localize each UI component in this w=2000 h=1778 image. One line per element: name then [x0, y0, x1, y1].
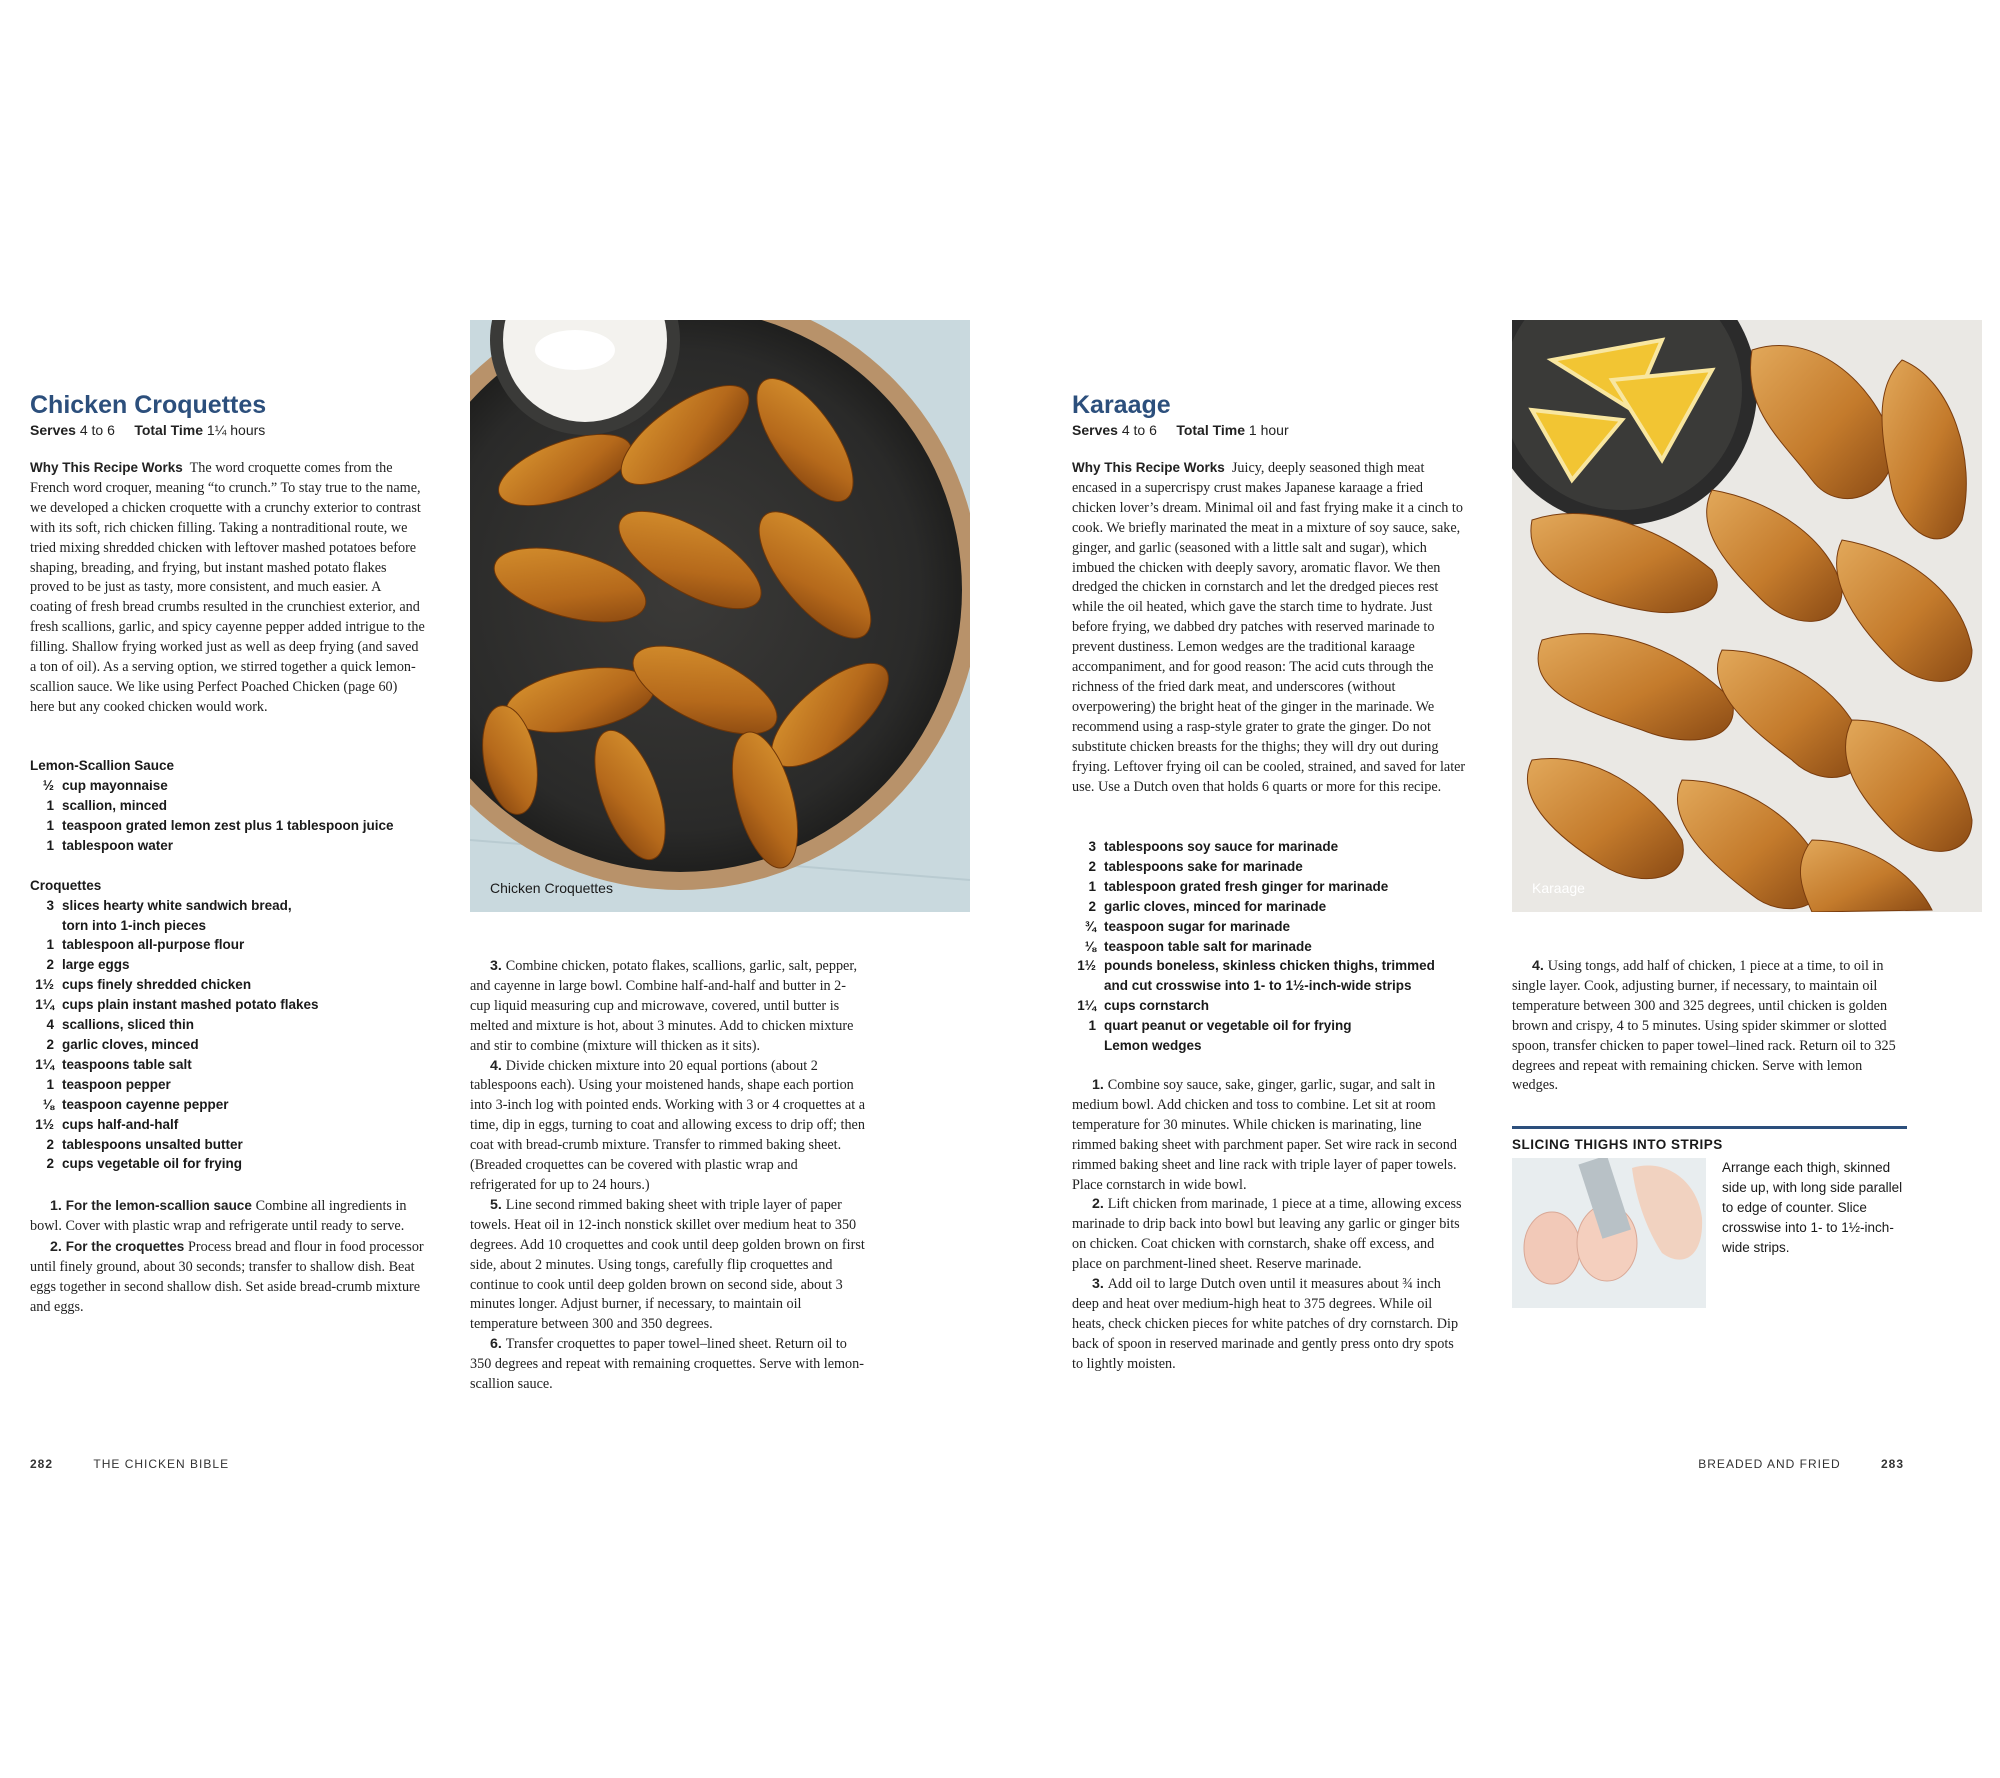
ingredient-item: [30, 995, 430, 1015]
recipe-step: [470, 1057, 865, 1196]
ingredient-quantity: 1: [46, 817, 54, 833]
ingredient-item: [30, 1095, 430, 1115]
ingredient-text: tablespoon water: [62, 837, 174, 853]
ingredient-text: Lemon wedges: [1104, 1038, 1202, 1054]
ingredient-text: and cut crosswise into 1- to 1½-inch-wide strips: [1104, 978, 1412, 994]
karaage-photo: [1512, 320, 1982, 912]
photo-caption: Chicken Croquettes: [490, 880, 613, 896]
sidebar-body: [1512, 1158, 1907, 1308]
ingredient-item: [30, 836, 430, 856]
step-number: 2.: [1092, 1196, 1108, 1213]
ingredient-quantity: ½: [42, 778, 54, 793]
step-text: Using tongs, add half of chicken, 1 piece at a time, to oil in single layer. Cook, adjusting burner, if necessary, to maintain oil temperature between 300 and 325 degrees, until chicken is golden brown and crispy, 4 to 5 minutes. Using spider skimmer or slotted spoon, transfer chicken to paper towel–lined rack. Return oil to 325 degrees and repeat with remaining chicken. Serve with lemon wedges.: [1512, 958, 1896, 1094]
ingredient-item: [30, 776, 430, 796]
time-label: Total Time: [1176, 422, 1246, 438]
recipe-title: Karaage: [1072, 391, 1171, 419]
recipe-step: [470, 957, 865, 1057]
ingredient-item: [30, 1035, 430, 1055]
ingredient-quantity: 1: [46, 937, 54, 953]
page-number: 282: [30, 1457, 54, 1471]
steps-column-2: [1512, 957, 1907, 1096]
ingredient-text: teaspoons table salt: [62, 1056, 192, 1072]
steps-column-2: [470, 957, 865, 1395]
ingredient-item: [30, 796, 430, 816]
step-heading: For the lemon-scallion sauce: [65, 1198, 256, 1213]
step-number: 4.: [490, 1057, 506, 1074]
ingredient-item: [1072, 996, 1472, 1016]
ingredient-item: [30, 1055, 430, 1075]
ingredient-quantity: 1¼: [35, 997, 54, 1013]
recipe-step: [30, 1196, 425, 1237]
ingredient-text: cups cornstarch: [1104, 998, 1210, 1014]
ingredient-text: teaspoon grated lemon zest plus 1 tablespoon juice: [62, 817, 394, 833]
ingredient-text: garlic cloves, minced for marinade: [1104, 898, 1327, 914]
step-number: 5.: [490, 1196, 506, 1213]
sidebar-text: Arrange each thigh, skinned side up, with long side parallel to edge of counter. Slice crosswise into 1- to 1½-inch-wide strips.: [1722, 1160, 1903, 1255]
ingredient-item: [30, 916, 430, 936]
recipe-step: [470, 1335, 865, 1395]
recipe-step: [1512, 957, 1907, 1096]
recipe-step: [1072, 1275, 1467, 1375]
ingredient-quantity: [30, 916, 54, 936]
step-text: Add oil to large Dutch oven until it measures about ¾ inch deep and heat over medium-high heat to 375 degrees. While oil heats, check chicken pieces for white patches of dry cornstarch. Dip back of spoon in reserved marinade and gently press onto dry spots to lightly moisten.: [1072, 1276, 1459, 1372]
ingredient-item: [1072, 837, 1472, 857]
ingredient-quantity: ⅛: [42, 1096, 54, 1112]
why-text: The word croquette comes from the French word croquer, meaning “to crunch.” To stay true to the name, we developed a chicken croquette with a crunchy exterior to contrast with its soft, rich chicken filling. Taking a nontraditional route, we tried mixing shredded chicken with leftover mashed potatoes before shaping, breading, and frying, but instant mashed potato flakes proved to be just as tasty, more consistent, and much easier. A coating of fresh bread crumbs resulted in the crunchiest exterior, and fresh scallions, garlic, and spicy cayenne pepper added intrigue to the filling. Shallow frying worked just as well as deep frying (and saved a ton of oil). As a serving option, we stirred together a quick lemon-scallion sauce. We like using Perfect Poached Chicken (page 60) here but any cooked chicken would work.: [30, 460, 425, 715]
ingredient-text: large eggs: [62, 957, 130, 973]
ingredient-item: [30, 975, 430, 995]
ingredient-quantity: 2: [46, 1156, 54, 1172]
ingredient-text: teaspoon sugar for marinade: [1104, 918, 1291, 934]
sidebar-heading: SLICING THIGHS INTO STRIPS: [1512, 1137, 1723, 1152]
why-this-works: [1072, 458, 1467, 797]
ingredient-item: [30, 1015, 430, 1035]
serves-label: Serves: [1072, 422, 1118, 438]
photo-caption: Karaage: [1532, 880, 1585, 896]
page-number: 283: [1880, 1457, 1904, 1471]
recipe-step: [470, 1196, 865, 1335]
ingredient-quantity: 1½: [1077, 958, 1096, 974]
step-number: 2.: [50, 1238, 66, 1255]
left-footer: [30, 1456, 229, 1472]
croquettes-illustration: [470, 320, 970, 912]
ingredient-text: tablespoon grated fresh ginger for marinade: [1104, 878, 1389, 894]
ingredient-item: [30, 816, 430, 836]
ingredient-item: [30, 896, 430, 916]
slicing-illustration: [1512, 1158, 1706, 1308]
step-text: Process bread and flour in food processor until finely ground, about 30 seconds; transfer to shallow dish. Beat eggs together in second shallow dish. Set aside bread-crumb mixture and eggs.: [30, 1238, 424, 1315]
ingredient-quantity: 1: [46, 797, 54, 813]
time-value: 1 hour: [1248, 422, 1289, 438]
ingredient-text: garlic cloves, minced: [62, 1036, 199, 1052]
ingredient-text: pounds boneless, skinless chicken thighs, trimmed: [1104, 958, 1435, 974]
why-label: Why This Recipe Works: [1072, 460, 1225, 475]
ingredient-text: slices hearty white sandwich bread,: [62, 897, 292, 913]
ingredient-quantity: 2: [46, 1036, 54, 1052]
karaage-illustration: [1512, 320, 1982, 912]
ingredient-quantity: 2: [46, 957, 54, 973]
sauce-heading: Lemon-Scallion Sauce: [30, 758, 175, 773]
karaage-ingredient-list: [1072, 837, 1472, 1056]
ingredient-text: tablespoons sake for marinade: [1104, 858, 1303, 874]
ingredient-item: [1072, 917, 1472, 937]
sauce-ingredient-list: [30, 776, 430, 856]
why-this-works: [30, 458, 425, 718]
ingredient-quantity: 3: [1088, 839, 1096, 854]
ingredient-text: cup mayonnaise: [62, 778, 168, 793]
running-head: BREADED AND FRIED: [1698, 1457, 1841, 1471]
ingredient-item: [30, 935, 430, 955]
ingredient-item: [1072, 976, 1472, 996]
ingredient-item: [1072, 1016, 1472, 1036]
right-footer: [1698, 1456, 1904, 1472]
sidebar-rule: [1512, 1126, 1907, 1129]
step-number: 3.: [1092, 1276, 1108, 1293]
ingredient-item: [1072, 897, 1472, 917]
ingredient-text: teaspoon table salt for marinade: [1104, 938, 1312, 954]
serves-value: 4 to 6: [79, 422, 115, 438]
step-number: 6.: [490, 1336, 506, 1353]
ingredient-quantity: 3: [46, 897, 54, 913]
recipe-meta: [30, 421, 265, 439]
running-head: THE CHICKEN BIBLE: [93, 1457, 230, 1471]
step-number: 4.: [1532, 958, 1548, 974]
ingredient-quantity: [1072, 1036, 1096, 1056]
ingredient-quantity: 1½: [35, 977, 54, 993]
ingredient-quantity: 1: [46, 1076, 54, 1092]
ingredients-block: [1072, 837, 1472, 1056]
ingredient-text: torn into 1-inch pieces: [62, 917, 207, 933]
ingredient-text: tablespoons unsalted butter: [62, 1136, 243, 1152]
why-label: Why This Recipe Works: [30, 460, 183, 475]
ingredient-text: quart peanut or vegetable oil for frying: [1104, 1018, 1352, 1034]
slicing-thighs-photo: [1512, 1158, 1706, 1308]
step-text: Combine chicken, potato flakes, scallions, garlic, salt, pepper, and cayenne in large bowl. Combine half-and-half and butter in 2-cup liquid measuring cup and microwave, covered, until butter is melted and mixture is hot, about 3 minutes. Add to chicken mixture and stir to combine (mixture will thicken as it sits).: [470, 958, 858, 1054]
steps-column-1: [1072, 1076, 1467, 1375]
croquettes-heading: Croquettes: [30, 877, 102, 893]
step-number: 1.: [50, 1198, 66, 1214]
ingredient-text: tablespoon all-purpose flour: [62, 937, 245, 953]
ingredient-text: cups half-and-half: [62, 1116, 179, 1132]
recipe-title: Chicken Croquettes: [30, 391, 267, 419]
ingredient-quantity: 1¼: [35, 1056, 54, 1072]
step-text: Lift chicken from marinade, 1 piece at a time, allowing excess marinade to drip back into bowl but leaving any garlic or ginger bits on chicken. Coat chicken with cornstarch, shake off excess, and place on parchment-lined sheet. Reserve marinade.: [1072, 1196, 1462, 1273]
ingredient-text: cups vegetable oil for frying: [62, 1156, 243, 1172]
ingredient-text: tablespoons soy sauce for marinade: [1104, 839, 1339, 854]
ingredient-item: [1072, 1036, 1472, 1056]
ingredient-item: [1072, 937, 1472, 957]
ingredient-quantity: 1: [1088, 878, 1096, 894]
time-value: 1¼ hours: [206, 422, 266, 438]
step-number: 3.: [490, 958, 506, 974]
step-heading: For the croquettes: [65, 1238, 189, 1254]
chicken-croquettes-photo: [470, 320, 970, 912]
ingredient-item: [1072, 956, 1472, 976]
technique-sidebar: [1512, 1126, 1907, 1308]
ingredient-quantity: [1072, 976, 1096, 996]
ingredient-text: teaspoon cayenne pepper: [62, 1096, 229, 1112]
croquettes-ingredient-list: [30, 896, 430, 1175]
steps-column-1: [30, 1196, 425, 1317]
step-text: Combine soy sauce, sake, ginger, garlic, sugar, and salt in medium bowl. Add chicken and toss to combine. Let sit at room temperature for 30 minutes. While chicken is marinating, line rimmed baking sheet with parchment paper. Set wire rack in second rimmed baking sheet and line rack with triple layer of paper towels. Place cornstarch in wide bowl.: [1072, 1077, 1457, 1193]
ingredient-quantity: ⅛: [1084, 938, 1096, 954]
recipe-meta: [1072, 421, 1289, 439]
ingredients-block: [30, 756, 430, 1174]
ingredient-quantity: 2: [46, 1136, 54, 1152]
ingredient-quantity: ¾: [1084, 918, 1096, 934]
step-number: 1.: [1092, 1077, 1108, 1093]
time-label: Total Time: [134, 422, 204, 438]
ingredient-item: [30, 1115, 430, 1135]
serves-value: 4 to 6: [1121, 422, 1157, 438]
recipe-step: [30, 1237, 425, 1318]
step-text: Divide chicken mixture into 20 equal portions (about 2 tablespoons each). Using your moistened hands, shape each portion into 3-inch log with pointed ends. Working with 3 or 4 croquettes at a time, dip in eggs, turning to coat and allowing excess to drip off; then coat with bread-crumb mixture. Transfer to rimmed baking sheet. (Breaded croquettes can be covered with plastic wrap and refrigerated for up to 24 hours.): [470, 1057, 865, 1193]
ingredient-quantity: 4: [46, 1017, 54, 1033]
recipe-step: [1072, 1195, 1467, 1275]
ingredient-item: [1072, 857, 1472, 877]
ingredient-quantity: 1: [1088, 1018, 1096, 1034]
ingredient-item: [30, 1154, 430, 1174]
step-text: Line second rimmed baking sheet with triple layer of paper towels. Heat oil in 12-inch nonstick skillet over medium heat to 350 degrees. Add 10 croquettes and cook until deep golden brown on first side, about 2 minutes. Using tongs, carefully flip croquettes and continue to cook until deep golden brown on second side, about 3 minutes longer. Adjust burner, if necessary, to maintain oil temperature between 300 and 350 degrees.: [470, 1196, 865, 1333]
ingredient-quantity: 2: [1088, 858, 1096, 874]
serves-label: Serves: [30, 422, 76, 438]
ingredient-item: [1072, 877, 1472, 897]
ingredient-quantity: 1: [46, 837, 54, 853]
ingredient-text: cups plain instant mashed potato flakes: [62, 997, 319, 1013]
ingredient-quantity: 2: [1088, 898, 1096, 914]
ingredient-quantity: 1¼: [1077, 998, 1096, 1014]
why-text: Juicy, deeply seasoned thigh meat encased in a supercrispy crust makes Japanese karaage a fried chicken lover’s dream. Minimal oil and fast frying make it a cinch to cook. We briefly marinated the meat in a mixture of soy sauce, sake, ginger, and garlic (seasoned with a little salt and sugar), which imbued the chicken with deeply savory, aromatic flavor. We then dredged the chicken in cornstarch and let the dredged pieces rest while the oil heated, which gave the starch time to hydrate. Just before frying, we dabbed dry patches with reserved marinade to prevent dustiness. Lemon wedges are the traditional karaage accompaniment, and for good reason: The acid cuts through the richness of the fried dark meat, and underscores (without overpowering) the bright heat of the ginger in the marinade. We recommend using a rasp-style grater to grate the ginger. Do not substitute chicken breasts for the thighs; they will dry out during frying. Leftover frying oil can be cooled, strained, and saved for later use. Use a Dutch oven that holds 6 quarts or more for this recipe.: [1072, 460, 1466, 795]
ingredient-item: [30, 1075, 430, 1095]
ingredient-quantity: 1½: [35, 1116, 54, 1132]
ingredient-text: scallions, sliced thin: [62, 1017, 195, 1033]
ingredient-text: cups finely shredded chicken: [62, 977, 252, 993]
ingredient-item: [30, 955, 430, 975]
recipe-step: [1072, 1076, 1467, 1195]
step-text: Combine all ingredients in bowl. Cover with plastic wrap and refrigerate until ready to serve.: [30, 1198, 407, 1234]
step-text: Transfer croquettes to paper towel–lined sheet. Return oil to 350 degrees and repeat with remaining croquettes. Serve with lemon-scallion sauce.: [470, 1336, 864, 1393]
ingredient-text: scallion, minced: [62, 797, 168, 813]
ingredient-item: [30, 1135, 430, 1155]
ingredient-text: teaspoon pepper: [62, 1076, 171, 1092]
